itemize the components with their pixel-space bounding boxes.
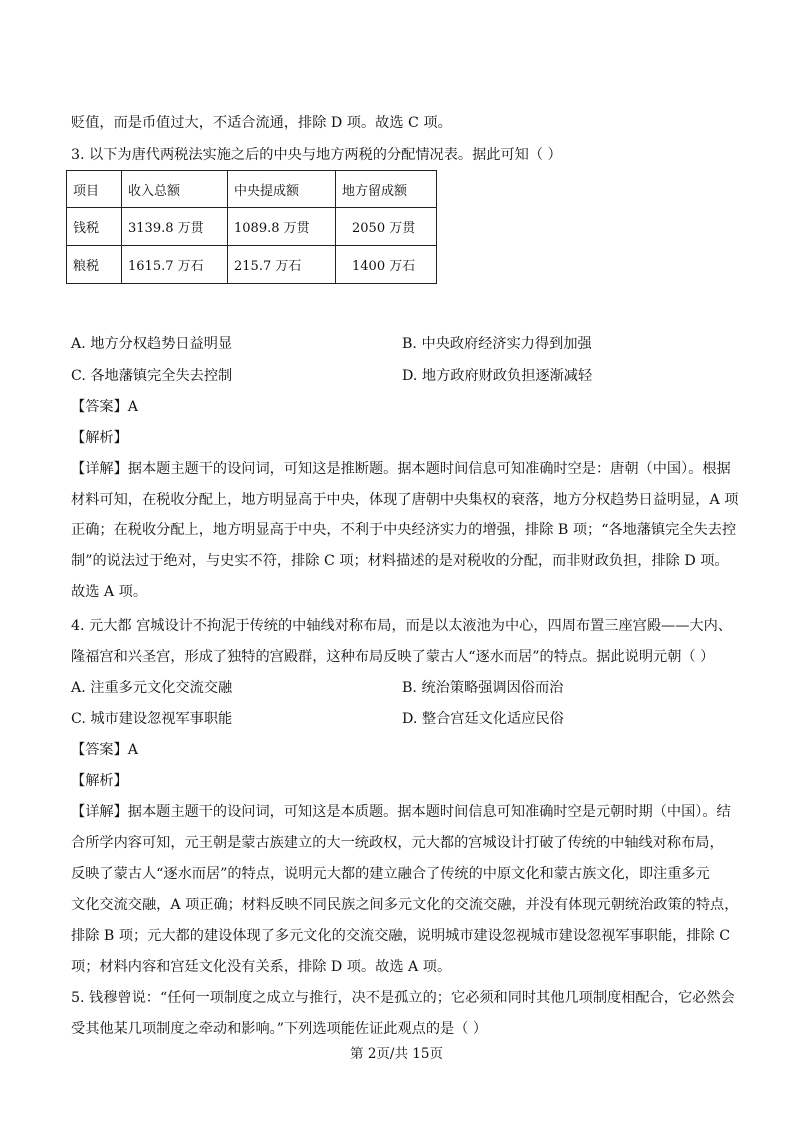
page-number-footer: 第 2页/共 15页 bbox=[350, 1046, 443, 1062]
q4-detail-line: 合所学内容可知，元王朝是蒙古族建立的大一统政权，元大都的宫城设计打破了传统的中轴线对称布局， bbox=[71, 835, 724, 851]
q3-option-d: D. 地方政府财政负担逐渐减轻 bbox=[402, 368, 593, 384]
table-header-row bbox=[67, 171, 437, 208]
q4-option-b: B. 统治策略强调因俗而治 bbox=[402, 680, 564, 696]
table-cell: 2050 万贯 bbox=[336, 208, 437, 246]
q3-answer: 【答案】A bbox=[71, 399, 138, 415]
table-cell: 粮税 bbox=[67, 246, 122, 284]
q3-detail-line: 制”的说法过于绝对，与史实不符，排除 C 项；材料描述的是对税收的分配，而非财政负担，排除 D 项。 bbox=[71, 553, 729, 569]
question-5-stem: 受其他某几项制度之牵动和影响。”下列选项能佐证此观点的是（ ） bbox=[71, 1021, 488, 1037]
q3-option-b: B. 中央政府经济实力得到加强 bbox=[402, 336, 592, 352]
table-header-cell: 项目 bbox=[67, 171, 122, 208]
q4-analysis-label: 【解析】 bbox=[71, 773, 128, 789]
table-cell: 1400 万石 bbox=[336, 246, 437, 284]
table-header-cell: 地方留成额 bbox=[336, 171, 437, 208]
table-row bbox=[67, 208, 437, 246]
q4-detail-line: 反映了蒙古人“逐水而居”的特点，说明元大都的建立融合了传统的中原文化和蒙古族文化，即注重多元 bbox=[71, 866, 710, 882]
q4-detail-line: 项；材料内容和宫廷文化没有关系，排除 D 项。故选 A 项。 bbox=[71, 959, 452, 975]
question-4-stem: 隆福宫和兴圣宫，形成了独特的宫殿群，这种布局反映了蒙古人“逐水而居”的特点。据此说明元朝（ ） bbox=[71, 649, 715, 665]
q4-detail-line: 排除 B 项；元大都的建设体现了多元文化的交流交融，说明城市建设忽视城市建设忽视军事职能，排除 C bbox=[71, 928, 731, 944]
previous-answer-ending: 贬值，而是币值过大，不适合流通，排除 D 项。故选 C 项。 bbox=[71, 115, 452, 131]
q4-option-a: A. 注重多元文化交流交融 bbox=[71, 680, 233, 696]
q4-answer: 【答案】A bbox=[71, 742, 138, 758]
table-cell: 1089.8 万贯 bbox=[228, 208, 336, 246]
q3-detail-line: 【详解】据本题主题干的设问词，可知这是推断题。据本题时间信息可知准确时空是：唐朝（中国）。根据 bbox=[71, 461, 731, 477]
q3-detail-line: 材料可知，在税收分配上，地方明显高于中央，体现了唐朝中央集权的衰落，地方分权趋势日益明显，A 项 bbox=[71, 492, 739, 508]
q4-detail-line: 【详解】据本题主题干的设问词，可知这是本质题。据本题时间信息可知准确时空是元朝时期（中国）。结 bbox=[71, 804, 731, 820]
table-cell: 215.7 万石 bbox=[228, 246, 336, 284]
q4-option-d: D. 整合宫廷文化适应民俗 bbox=[402, 711, 564, 727]
q3-option-c: C. 各地藩镇完全失去控制 bbox=[71, 368, 233, 384]
table-header-cell: 收入总额 bbox=[122, 171, 228, 208]
q3-detail-line: 故选 A 项。 bbox=[71, 584, 148, 600]
table-row bbox=[67, 246, 437, 284]
q3-detail-line: 正确；在税收分配上，地方明显高于中央，不利于中央经济实力的增强，排除 B 项；“各地藩镇完全失去控 bbox=[71, 522, 737, 538]
table-cell: 3139.8 万贯 bbox=[122, 208, 228, 246]
question-4-stem: 4. 元大都 宫城设计不拘泥于传统的中轴线对称布局，而是以太液池为中心，四周布置三座宫殿——大内、 bbox=[71, 618, 732, 634]
table-cell: 1615.7 万石 bbox=[122, 246, 228, 284]
table-cell: 钱税 bbox=[67, 208, 122, 246]
tax-distribution-table bbox=[66, 170, 437, 284]
question-3-stem: 3. 以下为唐代两税法实施之后的中央与地方两税的分配情况表。据此可知（ ） bbox=[71, 147, 562, 163]
q3-option-a: A. 地方分权趋势日益明显 bbox=[71, 336, 233, 352]
table-header-cell: 中央提成额 bbox=[228, 171, 336, 208]
q3-analysis-label: 【解析】 bbox=[71, 430, 128, 446]
q4-detail-line: 文化交流交融，A 项正确；材料反映不同民族之间多元文化的交流交融，并没有体现元朝统治政策的特点， bbox=[71, 897, 739, 913]
question-5-stem: 5. 钱穆曾说：“任何一项制度之成立与推行，决不是孤立的；它必须和同时其他几项制度相配合，它必然会 bbox=[71, 990, 735, 1006]
q4-option-c: C. 城市建设忽视军事职能 bbox=[71, 711, 233, 727]
